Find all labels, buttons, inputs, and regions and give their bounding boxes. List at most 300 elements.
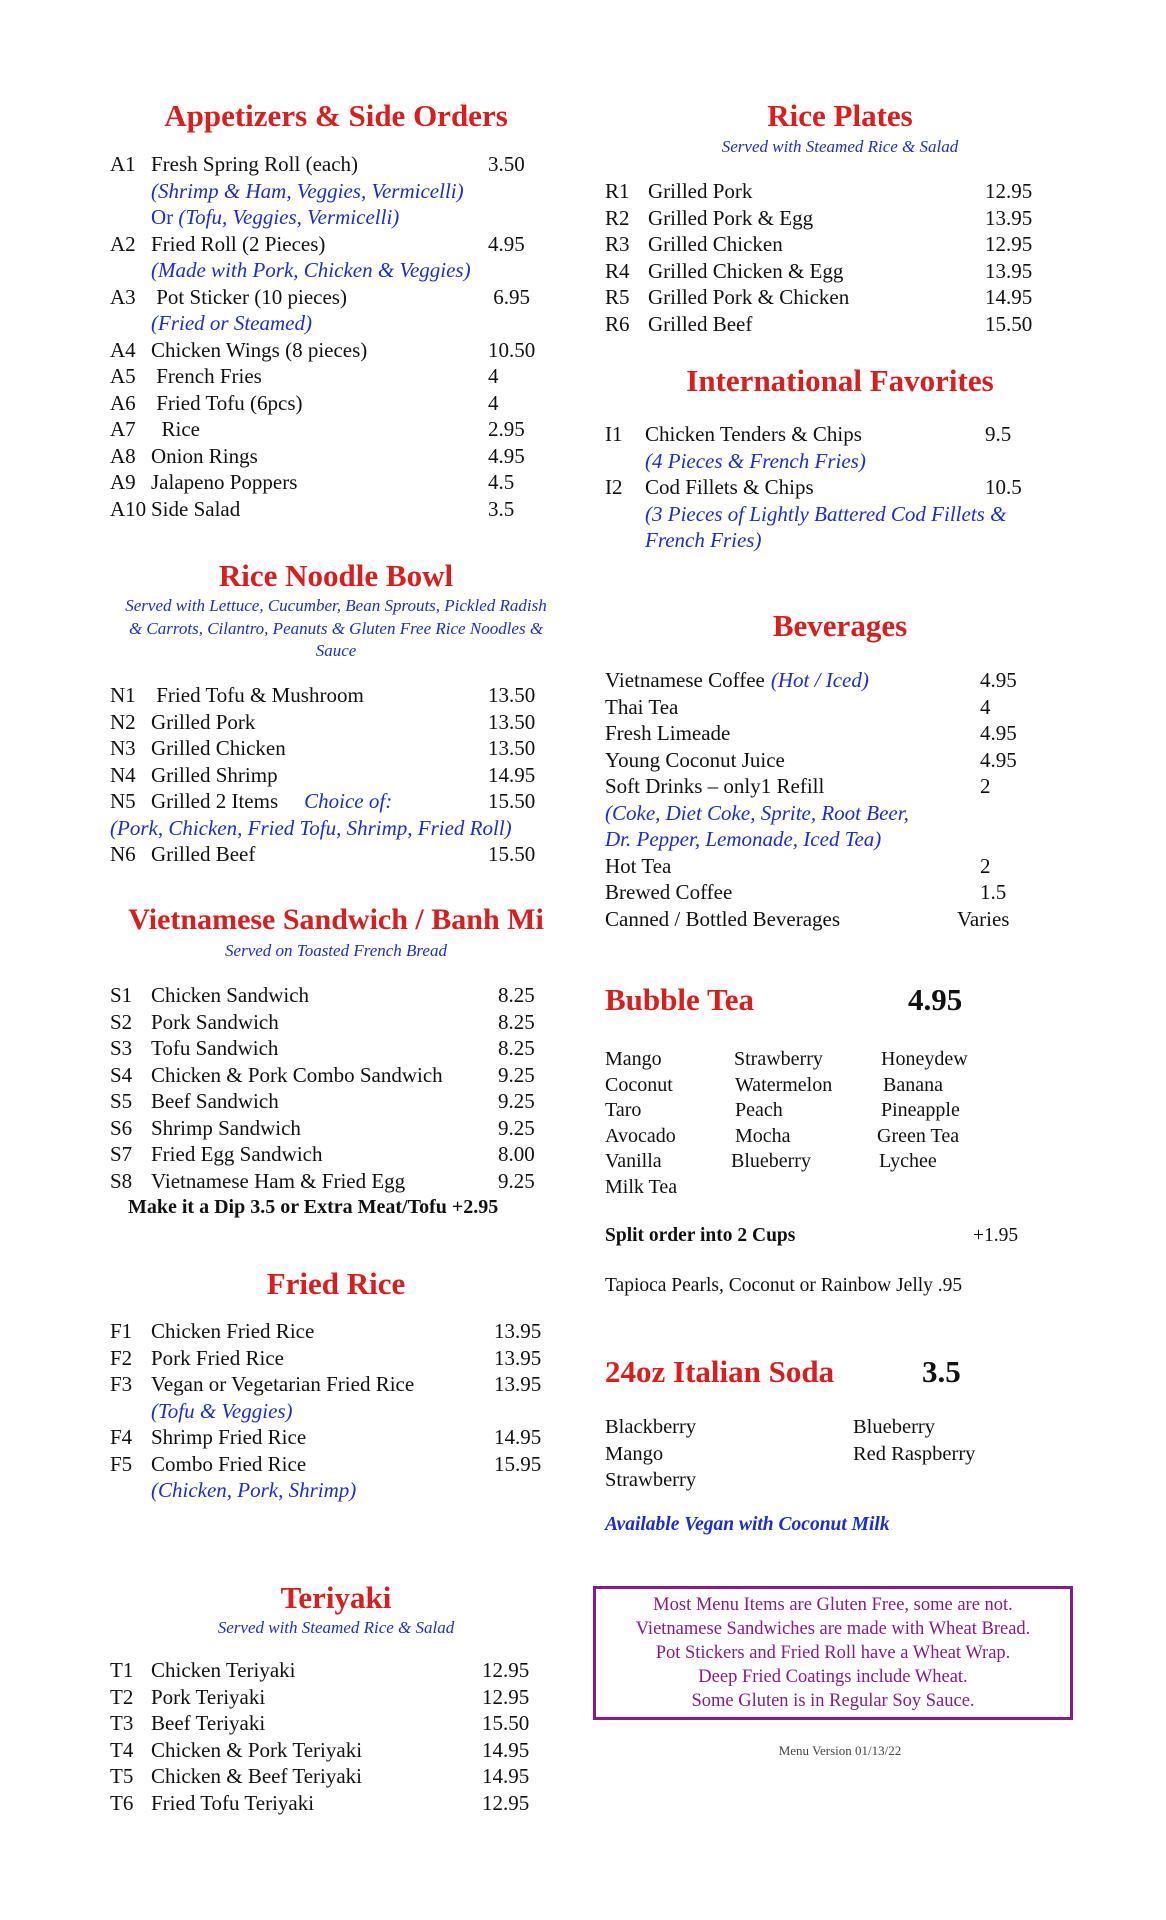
appetizers-list xyxy=(110,151,562,522)
item-description xyxy=(605,800,1075,827)
description-text xyxy=(151,1477,356,1504)
menu-item xyxy=(110,1424,562,1451)
item-price: 6.95 xyxy=(488,284,530,309)
item-name-text: Grilled Pork & Egg xyxy=(648,205,814,230)
item-name xyxy=(645,421,862,448)
item-price: 15.50 xyxy=(488,789,536,813)
sandwich-title: Vietnamese Sandwich / Banh Mi xyxy=(128,903,544,936)
item-name-text: Fried Egg Sandwich xyxy=(151,1142,323,1166)
item-name xyxy=(605,720,730,747)
item-price: 4.95 xyxy=(980,747,1017,772)
item-name xyxy=(151,1451,306,1478)
item-name xyxy=(151,1088,279,1115)
menu-item xyxy=(110,1318,562,1345)
flavor-row xyxy=(605,1468,1075,1495)
menu-item xyxy=(605,231,1075,258)
item-name xyxy=(151,469,297,496)
item-name xyxy=(151,682,364,709)
menu-item xyxy=(110,1062,562,1089)
item-name-text: Chicken Tenders & Chips xyxy=(645,422,862,446)
fried-rice-title: Fried Rice xyxy=(266,1266,406,1301)
item-name xyxy=(648,258,843,285)
item-name xyxy=(151,1168,405,1195)
item-name-text: Fresh Limeade xyxy=(605,721,731,745)
item-code: T6 xyxy=(110,1790,134,1815)
item-price: 4 xyxy=(488,390,499,415)
item-code: S2 xyxy=(110,1009,133,1034)
item-price: 9.25 xyxy=(498,1089,535,1113)
description-text xyxy=(151,1398,293,1425)
item-price: 10.50 xyxy=(488,337,536,362)
gluten-notice-box xyxy=(593,1586,1073,1720)
description-value: (Tofu & Veggies) xyxy=(151,1398,293,1423)
description-value: (Tofu, Veggies, Vermicelli) xyxy=(178,205,400,229)
description-text xyxy=(110,815,512,842)
menu-item xyxy=(605,178,1075,205)
item-name xyxy=(605,879,732,906)
menu-item xyxy=(110,284,562,311)
item-name xyxy=(151,1737,362,1764)
menu-item xyxy=(110,416,562,443)
item-name xyxy=(151,1035,278,1062)
noodle-bowl-title: Rice Noodle Bowl xyxy=(218,558,454,593)
item-price: 14.95 xyxy=(482,1764,530,1788)
description-value: (4 Pieces & French Fries) xyxy=(645,448,866,473)
item-name-text: Fried Roll (2 Pieces) xyxy=(151,231,326,256)
flavor-item: Coconut xyxy=(605,1073,673,1096)
item-price: 4.95 xyxy=(980,668,1017,692)
item-name-text: Chicken & Pork Combo Sandwich xyxy=(151,1062,443,1087)
item-price: 8.25 xyxy=(498,1036,535,1060)
description-text xyxy=(605,826,881,853)
item-name-text: Chicken Teriyaki xyxy=(151,1658,296,1682)
item-code: F4 xyxy=(110,1425,133,1449)
item-name-text: Pork Sandwich xyxy=(151,1009,279,1034)
item-code: R4 xyxy=(605,258,630,283)
menu-item xyxy=(110,443,562,470)
flavor-row xyxy=(605,1175,1075,1201)
flavor-item: Blackberry xyxy=(605,1416,697,1438)
menu-item xyxy=(605,474,1075,501)
item-name xyxy=(151,1345,284,1372)
item-name xyxy=(648,178,752,205)
item-price: 12.95 xyxy=(985,179,1033,203)
notice-line: Pot Stickers and Fried Roll have a Wheat Wrap. xyxy=(655,1643,1011,1663)
item-name xyxy=(151,284,347,311)
item-price: 4.95 xyxy=(980,721,1017,745)
item-name-text: Vietnamese Ham & Fried Egg xyxy=(151,1168,406,1193)
item-code: R5 xyxy=(605,285,630,309)
flavor-item: Honeydew xyxy=(881,1048,968,1070)
item-description xyxy=(110,257,562,284)
item-price: 15.50 xyxy=(488,842,536,866)
menu-item xyxy=(110,1168,562,1195)
menu-item xyxy=(110,363,562,390)
item-code: S7 xyxy=(110,1142,133,1166)
item-name xyxy=(151,1763,362,1790)
italian-soda-title: 24oz Italian Soda xyxy=(605,1354,835,1389)
item-price: 2 xyxy=(980,853,991,878)
menu-item xyxy=(605,258,1075,285)
item-code: A4 xyxy=(110,337,136,362)
item-name-text: Side Salad xyxy=(151,496,241,521)
description-value: (Pork, Chicken, Fried Tofu, Shrimp, Fried Roll) xyxy=(110,815,512,840)
item-price: 9.5 xyxy=(985,422,1012,446)
item-description xyxy=(605,826,1075,853)
item-name-text: Vietnamese Coffee xyxy=(605,668,765,692)
flavor-row xyxy=(605,1047,1075,1073)
item-code: A9 xyxy=(110,470,136,494)
item-description xyxy=(110,1398,562,1425)
item-price: 2.95 xyxy=(488,417,525,441)
item-name xyxy=(151,1657,296,1684)
item-name xyxy=(648,311,752,338)
bubble-tea-title: Bubble Tea xyxy=(605,982,755,1017)
item-price: 12.95 xyxy=(482,1790,530,1815)
menu-item xyxy=(110,788,562,815)
item-name xyxy=(151,1009,279,1036)
item-code: A2 xyxy=(110,231,136,256)
item-price: 4.95 xyxy=(488,443,525,468)
description-prefix: Or xyxy=(151,205,174,229)
noodle-bowl-list xyxy=(110,682,562,868)
item-name-text: Pork Teriyaki xyxy=(151,1684,266,1709)
menu-item xyxy=(110,1684,562,1711)
teriyaki-title: Teriyaki xyxy=(280,1580,392,1615)
item-code: T4 xyxy=(110,1737,134,1762)
flavor-row xyxy=(605,1149,1075,1175)
menu-item xyxy=(110,496,562,523)
flavor-item: Watermelon xyxy=(735,1073,833,1096)
flavor-item: Strawberry xyxy=(734,1048,823,1070)
item-price: 13.50 xyxy=(488,709,536,734)
item-name-text: Combo Fried Rice xyxy=(151,1451,307,1476)
item-name xyxy=(151,735,286,762)
menu-item xyxy=(605,311,1075,338)
item-name xyxy=(645,474,814,501)
flavor-item: Milk Tea xyxy=(605,1175,678,1198)
item-choice-note: (Hot / Iced) xyxy=(770,668,869,692)
item-name-text: Grilled Chicken xyxy=(151,736,286,760)
description-text xyxy=(645,527,761,554)
item-price: 9.25 xyxy=(498,1062,535,1087)
item-name xyxy=(151,1790,314,1817)
flavor-item: Mango xyxy=(605,1048,662,1070)
item-name-text: Beef Sandwich xyxy=(151,1089,279,1113)
item-description xyxy=(110,310,562,337)
item-name-text: Canned / Bottled Beverages xyxy=(605,906,841,931)
notice-line: Some Gluten is in Regular Soy Sauce. xyxy=(691,1691,975,1711)
item-name xyxy=(605,906,840,933)
item-price: 8.25 xyxy=(498,983,535,1007)
flavor-item: Mocha xyxy=(735,1124,791,1147)
menu-item xyxy=(110,1763,562,1790)
item-code: T5 xyxy=(110,1764,134,1788)
item-price: 13.50 xyxy=(488,736,536,760)
noodle-bowl-subtitle: Served with Lettuce, Cucumber, Bean Sprouts, Pickled Radish & Carrots, Cilantro, Peanuts & Gluten Free Rice Noodles & Sauce xyxy=(125,596,547,660)
item-code: N1 xyxy=(110,683,136,707)
bubble-tea-price: 4.95 xyxy=(908,982,963,1017)
item-code: A3 xyxy=(110,284,136,309)
menu-item xyxy=(110,841,562,868)
menu-version: Menu Version 01/13/22 xyxy=(778,1743,902,1758)
italian-soda-price: 3.5 xyxy=(922,1354,961,1389)
description-value: (3 Pieces of Lightly Battered Cod Fillets & xyxy=(645,501,1007,526)
menu-item xyxy=(110,337,562,364)
item-name-text: Tofu Sandwich xyxy=(151,1036,279,1060)
flavor-item: Mango xyxy=(605,1442,664,1465)
item-price: 14.95 xyxy=(482,1737,530,1762)
menu-item xyxy=(110,231,562,258)
item-price: 4 xyxy=(980,694,991,719)
item-price: 9.25 xyxy=(498,1168,535,1193)
item-name xyxy=(151,982,309,1009)
flavor-row xyxy=(605,1073,1075,1099)
menu-item xyxy=(110,1371,562,1398)
item-code: N2 xyxy=(110,709,136,734)
item-name-text: Fried Tofu Teriyaki xyxy=(151,1790,315,1815)
teriyaki-subtitle: Served with Steamed Rice & Salad xyxy=(217,1618,455,1637)
italian-soda-flavors xyxy=(605,1415,1075,1495)
item-price: 9.25 xyxy=(498,1115,535,1140)
international-list xyxy=(605,421,1075,554)
description-text xyxy=(645,501,1006,528)
flavor-item: Lychee xyxy=(879,1150,937,1172)
item-code: A10 xyxy=(110,496,147,521)
item-description xyxy=(605,527,1075,554)
menu-item xyxy=(605,667,1075,694)
item-code: A5 xyxy=(110,364,136,388)
item-code: F1 xyxy=(110,1319,133,1343)
item-name xyxy=(605,694,678,721)
item-name-text: Chicken Fried Rice xyxy=(151,1319,315,1343)
item-price: 8.25 xyxy=(498,1009,535,1034)
menu-item xyxy=(110,762,562,789)
menu-item xyxy=(605,694,1075,721)
flavor-row xyxy=(605,1098,1075,1124)
item-name xyxy=(151,841,255,868)
item-description xyxy=(110,815,562,842)
item-code: N4 xyxy=(110,762,136,787)
item-code: R1 xyxy=(605,179,630,203)
beverages-title: Beverages xyxy=(772,608,908,643)
flavor-item: Peach xyxy=(735,1099,783,1121)
item-description xyxy=(605,501,1075,528)
item-name xyxy=(151,443,258,470)
menu-item xyxy=(110,1710,562,1737)
menu-item xyxy=(110,151,562,178)
item-name-text: Grilled 2 Items xyxy=(151,789,279,813)
item-price: 4 xyxy=(488,364,499,388)
rice-plates-title: Rice Plates xyxy=(767,98,913,133)
description-text xyxy=(605,800,909,827)
item-name xyxy=(605,853,671,880)
item-code: A7 xyxy=(110,417,136,441)
item-name-text: Grilled Pork & Chicken xyxy=(648,285,850,309)
item-code: S6 xyxy=(110,1115,133,1140)
item-name xyxy=(605,773,824,800)
split-order-price: +1.95 xyxy=(973,1225,1019,1246)
item-name xyxy=(151,390,303,417)
item-name xyxy=(151,1318,314,1345)
item-name xyxy=(151,709,255,736)
item-price: 3.5 xyxy=(488,496,515,521)
item-price: 12.95 xyxy=(482,1684,530,1709)
menu-item xyxy=(110,1657,562,1684)
item-name-text: Brewed Coffee xyxy=(605,880,733,904)
item-price: 3.50 xyxy=(488,152,525,176)
toppings-note: Tapioca Pearls, Coconut or Rainbow Jelly .95 xyxy=(605,1275,963,1296)
item-price: 8.00 xyxy=(498,1142,535,1166)
item-name-text: French Fries xyxy=(151,364,262,388)
item-name-text: Grilled Beef xyxy=(648,311,753,336)
item-name xyxy=(151,788,392,815)
menu-item xyxy=(110,735,562,762)
description-value: Dr. Pepper, Lemonade, Iced Tea) xyxy=(605,827,882,851)
flavor-item: Avocado xyxy=(605,1124,676,1147)
menu-item xyxy=(605,773,1075,800)
item-name-text: Soft Drinks – only1 Refill xyxy=(605,774,825,798)
menu-item xyxy=(110,1737,562,1764)
description-value: (Coke, Diet Coke, Sprite, Root Beer, xyxy=(605,800,909,825)
item-name-text: Chicken Sandwich xyxy=(151,983,310,1007)
item-price: 15.95 xyxy=(494,1451,542,1476)
menu-item xyxy=(605,879,1075,906)
item-price: 14.95 xyxy=(494,1425,542,1449)
flavor-row xyxy=(605,1124,1075,1150)
item-name-text: Pork Fried Rice xyxy=(151,1345,284,1370)
item-name-text: Thai Tea xyxy=(605,694,679,719)
description-value: (Made with Pork, Chicken & Veggies) xyxy=(151,258,471,282)
item-name xyxy=(151,496,240,523)
item-price: 2 xyxy=(980,774,991,798)
item-description xyxy=(110,1477,562,1504)
item-code: A6 xyxy=(110,390,136,415)
item-name-text: Onion Rings xyxy=(151,443,258,468)
item-name xyxy=(151,1141,322,1168)
appetizers-title: Appetizers & Side Orders xyxy=(164,98,508,133)
item-code: N5 xyxy=(110,789,136,813)
item-name-text: Rice xyxy=(151,417,200,441)
beverages-list xyxy=(605,667,1075,932)
item-name-text: Fried Tofu & Mushroom xyxy=(151,683,364,707)
item-price: Varies xyxy=(957,906,1010,931)
notice-line: Vietnamese Sandwiches are made with Wheat Bread. xyxy=(635,1619,1031,1639)
item-name-text: Shrimp Fried Rice xyxy=(151,1425,307,1449)
sandwich-subtitle: Served on Toasted French Bread xyxy=(225,941,447,960)
notice-line: Deep Fried Coatings include Wheat. xyxy=(698,1667,968,1687)
menu-item xyxy=(110,1115,562,1142)
item-price: 13.95 xyxy=(494,1319,542,1343)
description-value: (Chicken, Pork, Shrimp) xyxy=(151,1478,357,1502)
item-name xyxy=(648,284,849,311)
item-name-text: Grilled Beef xyxy=(151,842,256,866)
item-price: 1.5 xyxy=(980,880,1007,904)
menu-item xyxy=(110,1790,562,1817)
item-name xyxy=(151,363,262,390)
menu-item xyxy=(110,682,562,709)
item-description xyxy=(110,178,562,205)
item-name-text: Chicken Wings (8 pieces) xyxy=(151,337,368,362)
menu-item xyxy=(110,1141,562,1168)
item-code: T2 xyxy=(110,1684,134,1709)
menu-item xyxy=(605,421,1075,448)
bubble-tea-flavors xyxy=(605,1047,1075,1200)
notice-line: Most Menu Items are Gluten Free, some are not. xyxy=(653,1595,1013,1615)
rice-plates-list xyxy=(605,178,1075,337)
item-price: 13.95 xyxy=(494,1345,542,1370)
item-code: R6 xyxy=(605,311,630,336)
item-name xyxy=(151,1424,306,1451)
item-name-text: Grilled Pork xyxy=(648,179,753,203)
sandwich-list xyxy=(110,982,562,1194)
item-name xyxy=(151,231,325,258)
flavor-row xyxy=(605,1442,1075,1469)
item-price: 10.5 xyxy=(985,475,1022,499)
item-name-text: Beef Teriyaki xyxy=(151,1711,266,1735)
item-price: 13.95 xyxy=(985,258,1033,283)
item-code: T1 xyxy=(110,1658,134,1682)
menu-item xyxy=(110,1451,562,1478)
item-code: S4 xyxy=(110,1062,133,1087)
description-text xyxy=(151,310,312,337)
item-name xyxy=(151,1710,265,1737)
flavor-item: Red Raspberry xyxy=(853,1442,976,1465)
menu-item xyxy=(110,1345,562,1372)
item-code: F3 xyxy=(110,1372,133,1396)
flavor-row xyxy=(605,1415,1075,1442)
item-name-text: Vegan or Vegetarian Fried Rice xyxy=(151,1372,415,1396)
item-name xyxy=(151,1684,265,1711)
item-price: 13.95 xyxy=(985,205,1033,230)
item-name xyxy=(151,1115,301,1142)
menu-item xyxy=(110,982,562,1009)
description-text xyxy=(151,204,399,231)
item-code: R3 xyxy=(605,232,630,256)
item-price: 12.95 xyxy=(482,1658,530,1682)
menu-item xyxy=(605,853,1075,880)
international-title: International Favorites xyxy=(686,363,994,398)
menu-item xyxy=(605,747,1075,774)
item-code: S8 xyxy=(110,1168,133,1193)
item-description xyxy=(110,204,562,231)
description-value: (Fried or Steamed) xyxy=(151,311,312,335)
item-code: S5 xyxy=(110,1089,133,1113)
flavor-item: Blueberry xyxy=(731,1150,811,1172)
item-name xyxy=(151,1062,443,1089)
item-name xyxy=(151,1371,414,1398)
item-name xyxy=(151,762,278,789)
description-value: French Fries) xyxy=(645,528,762,552)
flavor-item: Blueberry xyxy=(853,1416,935,1438)
item-name-text: Grilled Chicken xyxy=(648,232,783,256)
item-code: I1 xyxy=(605,422,623,446)
description-text xyxy=(645,448,866,475)
item-name-text: Chicken & Pork Teriyaki xyxy=(151,1737,363,1762)
item-price: 15.50 xyxy=(482,1711,530,1735)
fried-rice-list xyxy=(110,1318,562,1504)
item-name-text: Jalapeno Poppers xyxy=(151,470,298,494)
flavor-item: Strawberry xyxy=(605,1469,697,1491)
menu-item xyxy=(110,390,562,417)
item-name xyxy=(151,337,367,364)
item-name-text: Pot Sticker (10 pieces) xyxy=(151,284,347,309)
item-code: R2 xyxy=(605,205,630,230)
menu-item xyxy=(110,1088,562,1115)
item-name-text: Chicken & Beef Teriyaki xyxy=(151,1764,362,1788)
item-name xyxy=(648,231,783,258)
description-text xyxy=(151,257,471,284)
